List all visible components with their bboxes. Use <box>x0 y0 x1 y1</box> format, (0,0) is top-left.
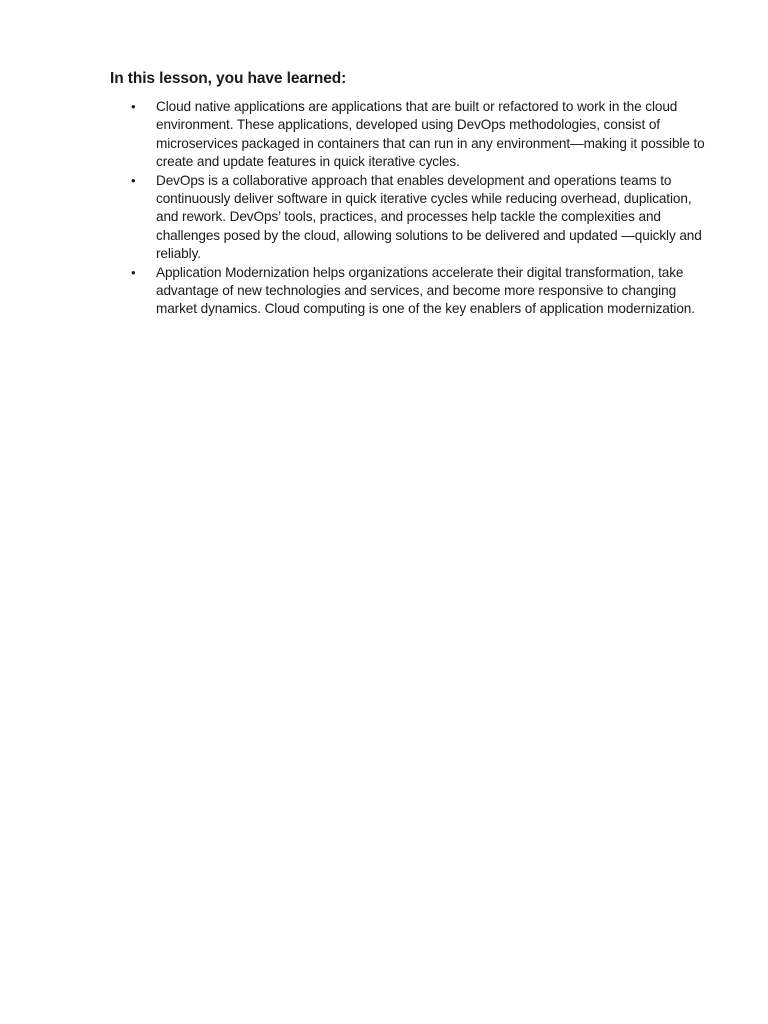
list-item <box>110 264 714 319</box>
bullet-icon: • <box>131 264 136 280</box>
summary-bullet-list <box>110 98 714 319</box>
list-item-text: Cloud native applications are applications that are built or refactored to work in the cloud environment. These applications, developed using DevOps methodologies, consist of microservices packaged in containers that can run in any environment—making it possible to create and update features in quick iterative cycles. <box>156 99 705 170</box>
list-item <box>110 98 714 172</box>
bullet-icon: • <box>131 99 136 114</box>
list-item-text: Application Modernization helps organizations accelerate their digital transformation, take advantage of new technologies and services, and become more responsive to changing market dynamics. Cloud computing is one of the key enablers of application modernization. <box>156 264 695 317</box>
list-item <box>110 172 714 264</box>
summary-heading: In this lesson, you have learned: <box>110 70 347 87</box>
list-item-text: DevOps is a collaborative approach that enables development and operations teams to continuously deliver software in quick iterative cycles while reducing overhead, duplication, and rework. DevOps’ tools, practices, and processes help tackle the complexities and challenges posed by the cloud, allowing solutions to be delivered and updated —quickly and reliably. <box>156 172 702 262</box>
bullet-icon: • <box>131 172 136 188</box>
lesson-summary <box>110 68 714 319</box>
